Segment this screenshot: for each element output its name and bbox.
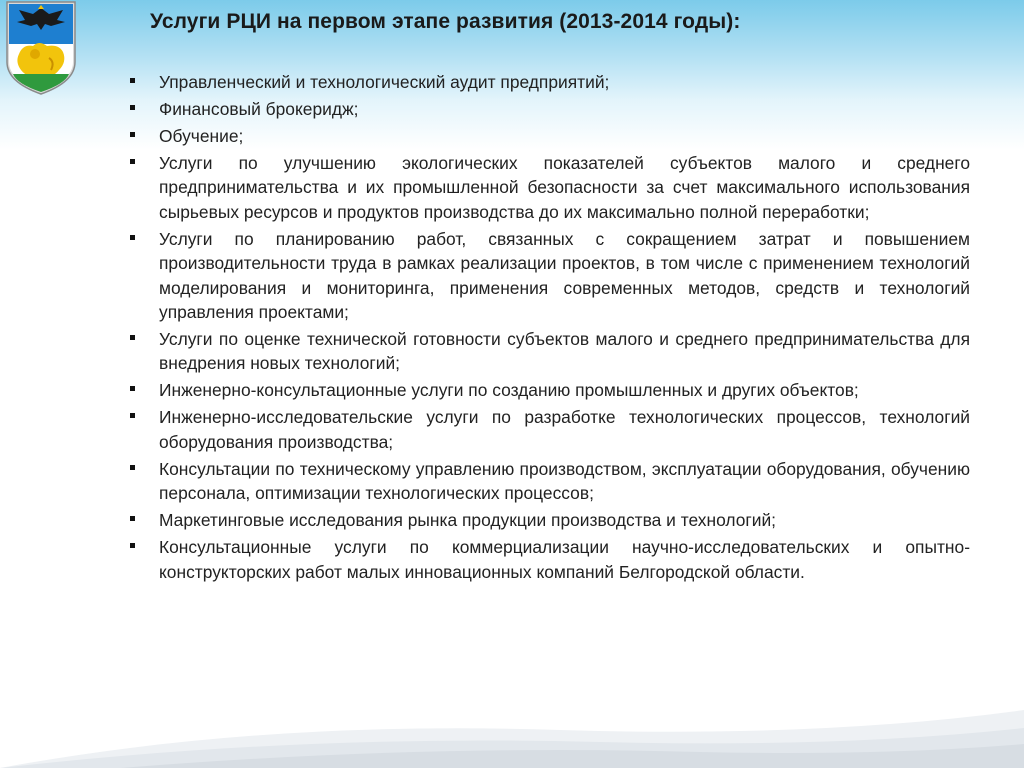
square-bullet-icon (130, 543, 135, 548)
slide-title: Услуги РЦИ на первом этапе развития (2013-2014 годы): (150, 10, 741, 33)
square-bullet-icon (130, 465, 135, 470)
square-bullet-icon (130, 386, 135, 391)
square-bullet-icon (130, 413, 135, 418)
list-item (128, 535, 970, 584)
list-item (128, 227, 970, 325)
list-item-text: Инженерно-консультационные услуги по созданию промышленных и других объектов; (159, 380, 859, 401)
list-item-text: Маркетинговые исследования рынка продукции производства и технологий; (159, 510, 776, 531)
list-item (128, 378, 970, 402)
square-bullet-icon (130, 132, 135, 137)
services-list (128, 70, 970, 587)
square-bullet-icon (130, 105, 135, 110)
square-bullet-icon (130, 159, 135, 164)
list-item-text: Обучение; (159, 126, 244, 146)
square-bullet-icon (130, 516, 135, 521)
list-item-text: Управленческий и технологический аудит предприятий; (159, 72, 610, 92)
list-item-text: Консультации по техническому управлению производством, эксплуатации оборудования, обучению персонала, оптимизации технологических процессов; (159, 458, 970, 504)
list-item (128, 327, 970, 376)
list-item (128, 70, 970, 94)
list-item (128, 457, 970, 506)
list-item-text: Финансовый брокеридж; (159, 99, 359, 119)
list-item-text: Услуги по планированию работ, связанных с сокращением затрат и повышением производительности труда в рамках реализации проектов, в том числе с применением технологий моделирования и мониторинга, применения современных методов, средств и технологий управления проектами; (159, 228, 970, 323)
list-item-text: Инженерно-исследовательские услуги по разработке технологических процессов, технологий оборудования производства; (159, 407, 970, 452)
square-bullet-icon (130, 235, 135, 240)
list-item (128, 405, 970, 454)
list-item (128, 508, 970, 532)
list-item-text: Услуги по улучшению экологических показателей субъектов малого и среднего предпринимательства и их промышленной безопасности за счет максимального использования сырьевых ресурсов и продуктов производства до их максимально полной переработки; (159, 153, 970, 222)
decorative-swoosh (0, 700, 1024, 768)
list-item (128, 97, 970, 121)
square-bullet-icon (130, 335, 135, 340)
belgorod-coat-of-arms-icon (5, 0, 77, 96)
list-item-text: Консультационные услуги по коммерциализации научно-исследовательских и опытно-конструкторских работ малых инновационных компаний Белгородской области. (159, 537, 970, 582)
list-item-text: Услуги по оценке технической готовности субъектов малого и среднего предпринимательства для внедрения новых технологий; (159, 329, 970, 374)
list-item (128, 151, 970, 224)
square-bullet-icon (130, 78, 135, 83)
list-item (128, 124, 970, 148)
